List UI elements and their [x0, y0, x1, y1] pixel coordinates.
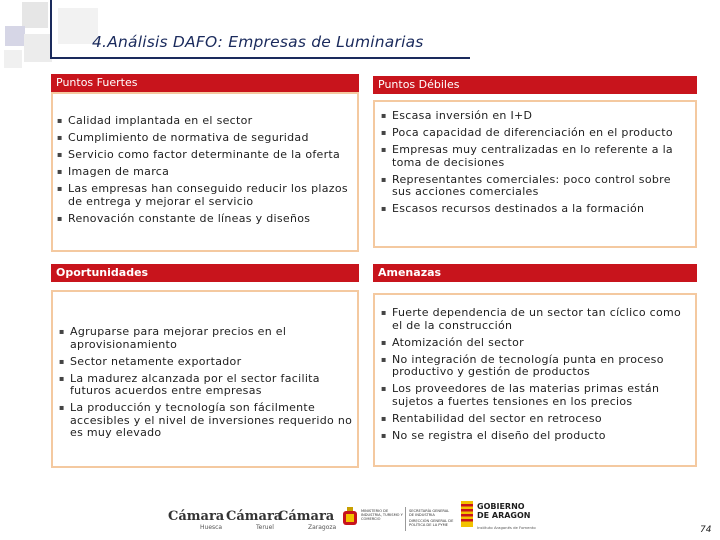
- list-item: ▪ Agruparse para mejorar precios en el aprovisionamiento: [59, 326, 355, 351]
- list-item: ▪ Escasos recursos destinados a la formación: [381, 203, 691, 216]
- list-item: ▪ Rentabilidad del sector en retroceso: [381, 413, 693, 426]
- logo-divider: [405, 507, 406, 531]
- list-item: ▪ Los proveedores de las materias primas están sujetos a fuertes tensiones en los precios: [381, 383, 693, 408]
- camara-city-label: Huesca: [200, 524, 223, 531]
- camara-city-label: Zaragoza: [308, 524, 337, 531]
- page-number: 74: [700, 525, 712, 535]
- list-item: ▪ Las empresas han conseguido reducir los plazos de entrega y mejorar el servicio: [57, 183, 353, 208]
- list-item: ▪ Renovación constante de líneas y diseños: [57, 213, 353, 226]
- list-item: ▪ Empresas muy centralizadas en lo referente a la toma de decisiones: [381, 144, 691, 169]
- decorative-square: [5, 26, 25, 46]
- list-item: ▪ Cumplimiento de normativa de seguridad: [57, 132, 353, 145]
- camara-teruel-logo: [226, 509, 282, 524]
- secretaria-label: SECRETARÍA GENERAL DE INDUSTRIA: [409, 509, 450, 518]
- ministerio-label: MINISTERIO DE INDUSTRIA, TURISMO Y COMERCIO: [361, 509, 403, 522]
- decorative-square: [4, 50, 22, 68]
- camara-huesca-logo: [168, 509, 224, 524]
- list-item: ▪ Atomización del sector: [381, 337, 693, 350]
- debilidades-box: [373, 100, 697, 248]
- camara-logo-text: Cámara: [168, 509, 225, 524]
- oportunidades-header: Oportunidades: [51, 264, 359, 282]
- gobierno-aragon-label: GOBIERNO DE ARAGON: [477, 502, 531, 520]
- page-title: 4.Análisis DAFO: Empresas de Luminarias: [92, 33, 424, 51]
- list-item: ▪ La producción y tecnología son fácilmente accesibles y el nivel de inversiones requerido no es muy elevado: [59, 402, 355, 440]
- list-item: ▪ Servicio como factor determinante de la oferta: [57, 149, 353, 162]
- list-item: ▪ Escasa inversión en I+D: [381, 110, 691, 123]
- decorative-square: [22, 2, 48, 28]
- camara-city-label: Teruel: [256, 524, 274, 531]
- oportunidades-list: [59, 326, 355, 444]
- debilidades-list: [381, 110, 691, 220]
- camara-logo-text: Cámara: [278, 509, 335, 524]
- camara-logo-text: Cámara: [226, 509, 283, 524]
- list-item: ▪ Representantes comerciales: poco control sobre sus acciones comerciales: [381, 174, 691, 199]
- list-item: ▪ No se registra el diseño del producto: [381, 430, 693, 443]
- fortalezas-box: [51, 92, 359, 252]
- decorative-square: [24, 34, 52, 62]
- list-item: ▪ Calidad implantada en el sector: [57, 115, 353, 128]
- list-item: ▪ Imagen de marca: [57, 166, 353, 179]
- direccion-label: DIRECCIÓN GENERAL DE POLÍTICA DE LA PYME: [409, 519, 454, 528]
- spain-crest-icon: [342, 507, 358, 529]
- oportunidades-box: [51, 290, 359, 468]
- title-underline: [50, 57, 470, 59]
- list-item: ▪ Poca capacidad de diferenciación en el producto: [381, 127, 691, 140]
- title-vertical-rule: [50, 0, 52, 57]
- camara-zaragoza-logo: [278, 509, 334, 524]
- amenazas-list: [381, 307, 693, 447]
- list-item: ▪ No integración de tecnología punta en proceso productivo y gestión de productos: [381, 354, 693, 379]
- debilidades-header: Puntos Débiles: [373, 76, 697, 94]
- amenazas-header: Amenazas: [373, 264, 697, 282]
- list-item: ▪ Sector netamente exportador: [59, 356, 355, 369]
- amenazas-box: [373, 293, 697, 467]
- list-item: ▪ Fuerte dependencia de un sector tan cíclico como el de la construcción: [381, 307, 693, 332]
- footer-logos: [160, 497, 540, 533]
- list-item: ▪ La madurez alcanzada por el sector facilita futuros acuerdos entre empresas: [59, 373, 355, 398]
- fortalezas-list: [57, 115, 353, 230]
- fortalezas-header: Puntos Fuertes: [51, 74, 359, 92]
- instituto-label: Instituto Aragonés de Fomento: [477, 525, 536, 530]
- aragon-crest-icon: [460, 501, 474, 527]
